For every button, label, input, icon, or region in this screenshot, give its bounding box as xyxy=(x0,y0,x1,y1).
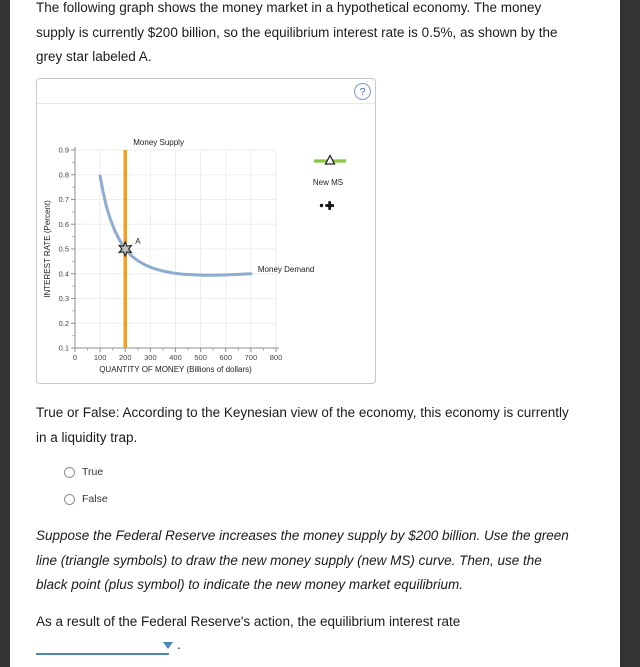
intro-line-1: The following graph shows the money market in a hypothetical economy. The money xyxy=(36,0,542,15)
fed-instructions xyxy=(36,524,569,598)
true-false-question xyxy=(36,401,569,450)
y-tick-label: 0.9 xyxy=(58,145,69,155)
y-tick-label: 0.7 xyxy=(58,195,69,205)
y-tick-label: 0.5 xyxy=(58,244,69,254)
inst-line-2: line (triangle symbols) to draw the new money supply (new MS) curve. Then, use the xyxy=(36,552,542,568)
right-edge-strip xyxy=(620,0,640,667)
x-tick-label: 700 xyxy=(244,353,258,362)
x-axis-title: QUANTITY OF MONEY (Billions of dollars) xyxy=(99,365,252,374)
money-demand-label: Money Demand xyxy=(257,264,315,274)
intro-line-2: supply is currently $200 billion, so the equilibrium interest rate is 0.5%, as shown by the xyxy=(36,24,558,40)
left-edge-strip xyxy=(0,0,10,667)
x-tick-label: 400 xyxy=(169,353,182,362)
interest-rate-dropdown[interactable] xyxy=(36,640,169,655)
help-button[interactable]: ? xyxy=(354,83,371,100)
x-tick-label: 300 xyxy=(144,353,157,362)
tf-line-2: in a liquidity trap. xyxy=(36,429,138,445)
equilibrium-label-a: A xyxy=(135,237,141,246)
x-tick-label: 800 xyxy=(269,353,283,362)
result-sentence xyxy=(36,610,460,635)
radio-true-label: True xyxy=(82,466,104,478)
equilibrium-point-tool[interactable] xyxy=(320,201,334,210)
x-tick-label: 500 xyxy=(194,353,207,362)
x-tick-label: 0 xyxy=(72,353,78,362)
radio-true-input[interactable] xyxy=(64,467,75,478)
x-tick-label: 600 xyxy=(219,353,233,362)
radio-false-input[interactable] xyxy=(64,494,75,505)
question-intro xyxy=(36,0,558,70)
new-ms-tool-label: New MS xyxy=(312,178,344,187)
result-line: As a result of the Federal Reserve's action, the equilibrium interest rate xyxy=(36,614,461,629)
y-tick-label: 0.8 xyxy=(58,170,69,180)
money-market-graph-panel xyxy=(36,78,376,384)
dropdown-arrow-icon xyxy=(163,642,173,649)
point-dot-icon xyxy=(320,204,323,207)
intro-line-3: grey star labeled A. xyxy=(36,49,152,65)
inst-line-1: Suppose the Federal Reserve increases the money supply by $200 billion. Use the green xyxy=(36,528,569,543)
y-tick-label: 0.1 xyxy=(58,343,69,353)
plus-icon xyxy=(325,201,334,210)
new-ms-line-tool[interactable] xyxy=(313,156,346,188)
y-axis-title: INTEREST RATE (Percent) xyxy=(43,200,52,298)
radio-option-false[interactable] xyxy=(64,493,108,505)
tf-line-1: True or False: According to the Keynesian view of the economy, this economy is currently xyxy=(36,405,569,420)
y-tick-label: 0.2 xyxy=(58,318,69,328)
y-tick-label: 0.6 xyxy=(58,219,69,229)
money-supply-label: Money Supply xyxy=(133,138,184,147)
money-market-chart[interactable] xyxy=(37,79,375,383)
x-tick-label: 100 xyxy=(93,353,107,362)
y-tick-label: 0.4 xyxy=(58,269,69,279)
sentence-period: . xyxy=(177,637,181,652)
radio-false-label: False xyxy=(82,493,108,505)
y-tick-label: 0.3 xyxy=(58,294,69,304)
x-tick-label: 200 xyxy=(118,353,132,362)
inst-line-3: black point (plus symbol) to indicate the new money market equilibrium. xyxy=(36,577,463,593)
radio-option-true[interactable] xyxy=(64,466,103,478)
